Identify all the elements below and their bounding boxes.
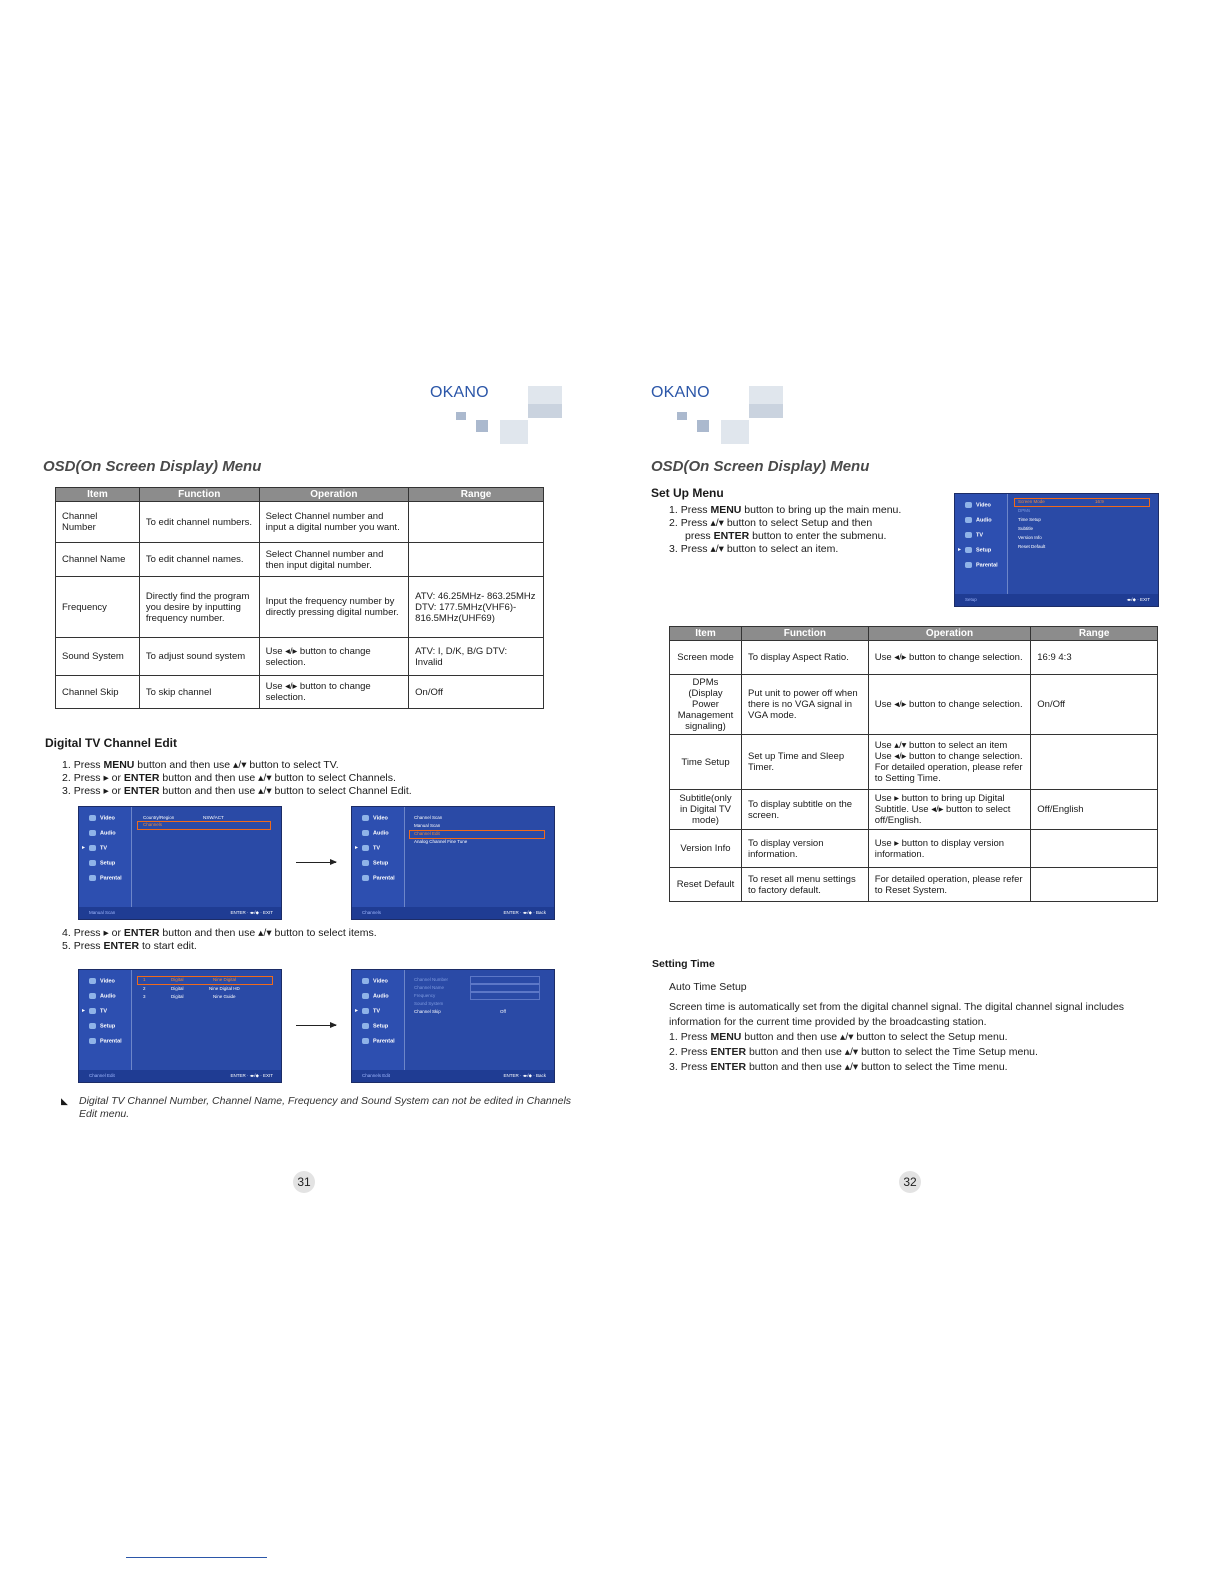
step-item: press ENTER button to enter the submenu. — [685, 530, 887, 542]
cell-range — [1031, 735, 1158, 790]
setup-icon — [89, 1023, 96, 1029]
setting-time-steps — [669, 1030, 1038, 1075]
steps-list-a — [62, 759, 412, 798]
cell-function: To reset all menu settings to factory default. — [741, 868, 868, 902]
parental-icon — [362, 875, 369, 881]
cell-operation: Use ▴/▾ button to select an item Use ◂/▸ button to change selection. For detailed operation, please refer to Setting Time. — [868, 735, 1031, 790]
table-row — [670, 675, 1158, 735]
audio-icon — [965, 517, 972, 523]
table-row — [670, 830, 1158, 868]
table-row — [56, 502, 544, 543]
page-title-left: OSD(On Screen Display) Menu — [43, 458, 262, 475]
cell-function: To edit channel names. — [139, 543, 259, 577]
audio-icon — [362, 993, 369, 999]
page-number-left: 31 — [293, 1171, 315, 1193]
section-heading-channel-edit: Digital TV Channel Edit — [45, 736, 178, 750]
cell-item: Channel Number — [56, 502, 140, 543]
arrow-right-icon — [296, 862, 336, 863]
note-marker-icon: ◣ — [61, 1096, 68, 1106]
cell-item: DPMs (Display Power Management signaling) — [670, 675, 742, 735]
step-item: 2. Press ENTER button and then use ▴/▾ button to select the Time Setup menu. — [669, 1046, 1038, 1058]
tv-icon — [362, 1008, 369, 1014]
cell-operation: Use ▸ button to display version information. — [868, 830, 1031, 868]
cell-function: Directly find the program you desire by inputting frequency number. — [139, 577, 259, 638]
note-text: Digital TV Channel Number, Channel Name, Frequency and Sound System can not be edited in Channels Edit menu. — [79, 1095, 572, 1120]
table-row — [670, 641, 1158, 675]
osd-screenshot-channel-list: Video Audio ▸ TV Setup Parental 1 Digital Nine Digital 2 Digital Nine Digital HD 3 Digital Nine Guide Channel Edit ENTER · ◂▸/◆ · EXIT — [78, 969, 282, 1083]
step-item: 2. Press ▴/▾ button to select Setup and then — [669, 517, 873, 529]
video-icon — [362, 815, 369, 821]
tv-icon — [965, 532, 972, 538]
table-row — [670, 735, 1158, 790]
table-row — [56, 577, 544, 638]
tv-icon — [362, 845, 369, 851]
setup-icon — [89, 860, 96, 866]
table-header-row — [56, 488, 544, 502]
step-item: 1. Press MENU button to bring up the main menu. — [669, 504, 902, 516]
parental-icon — [965, 562, 972, 568]
col-header-function: Function — [741, 627, 868, 641]
steps-list-b — [62, 927, 377, 953]
section-heading-setup: Set Up Menu — [651, 486, 724, 500]
tv-icon — [89, 1008, 96, 1014]
video-icon — [89, 978, 96, 984]
table-row — [56, 638, 544, 676]
col-header-function: Function — [139, 488, 259, 502]
video-icon — [362, 978, 369, 984]
table-row — [670, 790, 1158, 830]
cell-item: Subtitle(only in Digital TV mode) — [670, 790, 742, 830]
step-item: 1. Press MENU button and then use ▴/▾ button to select the Setup menu. — [669, 1031, 1008, 1043]
osd-screenshot-tv-menu: Video Audio ▸ TV Setup Parental Country/Region NSW/ACT Channels Manual Scan ENTER · ◂▸/◆ · EXIT — [78, 806, 282, 920]
step-item: 2. Press ▸ or ENTER button and then use ▴/▾ button to select Channels. — [62, 772, 396, 784]
cell-range: On/Off — [1031, 675, 1158, 735]
cell-operation: Use ▸ button to bring up Digital Subtitle. Use ◂/▸ button to select off/English. — [868, 790, 1031, 830]
cell-function: To display Aspect Ratio. — [741, 641, 868, 675]
table-row — [670, 868, 1158, 902]
cell-item: Version Info — [670, 830, 742, 868]
setup-table — [669, 626, 1158, 902]
osd-screenshot-channel-edit: Video Audio ▸ TV Setup Parental Channel Number Channel Name Frequency Sound System Channel Skip Off Channels Edit ENTER · ◂▸/◆ · Back — [351, 969, 555, 1083]
cell-range: Off/English — [1031, 790, 1158, 830]
cell-range — [1031, 830, 1158, 868]
table-header-row — [670, 627, 1158, 641]
cell-operation: Use ◂/▸ button to change selection. — [868, 641, 1031, 675]
step-item: 4. Press ▸ or ENTER button and then use ▴/▾ button to select items. — [62, 927, 377, 939]
brand-logo-left: OKANO — [430, 384, 489, 401]
step-item: 3. Press ENTER button and then use ▴/▾ button to select the Time menu. — [669, 1061, 1008, 1073]
tv-icon — [89, 845, 96, 851]
col-header-operation: Operation — [259, 488, 409, 502]
table-row — [56, 676, 544, 709]
cell-function: To adjust sound system — [139, 638, 259, 676]
cell-operation: For detailed operation, please refer to Reset System. — [868, 868, 1031, 902]
footer-rule — [126, 1557, 267, 1558]
cell-operation: Use ◂/▸ button to change selection. — [259, 638, 409, 676]
parental-icon — [89, 1038, 96, 1044]
cell-item: Sound System — [56, 638, 140, 676]
cell-function: Set up Time and Sleep Timer. — [741, 735, 868, 790]
cell-range: ATV: 46.25MHz- 863.25MHz DTV: 177.5MHz(VHF6)- 816.5MHz(UHF69) — [409, 577, 544, 638]
parental-icon — [89, 875, 96, 881]
cell-range — [1031, 868, 1158, 902]
cell-operation: Select Channel number and then input digital number. — [259, 543, 409, 577]
audio-icon — [362, 830, 369, 836]
cell-item: Reset Default — [670, 868, 742, 902]
osd-screenshot-channels-menu: Video Audio ▸ TV Setup Parental Channel Scan Manual Scan Channel Edit Analog Channel Fine Tune Channels ENTER · ◂▸/◆ · Back — [351, 806, 555, 920]
cell-range — [409, 502, 544, 543]
cell-range: 16:9 4:3 — [1031, 641, 1158, 675]
cell-range: On/Off — [409, 676, 544, 709]
cell-operation: Input the frequency number by directly pressing digital number. — [259, 577, 409, 638]
brand-logo-right: OKANO — [651, 384, 710, 401]
auto-time-paragraph: Screen time is automatically set from the digital channel signal. The digital channel signal includes information for the current time provided by the broadcasting station. — [669, 1001, 1125, 1028]
setup-icon — [362, 1023, 369, 1029]
cell-operation: Use ◂/▸ button to change selection. — [868, 675, 1031, 735]
cell-function: To edit channel numbers. — [139, 502, 259, 543]
cell-item: Frequency — [56, 577, 140, 638]
col-header-range: Range — [409, 488, 544, 502]
video-icon — [89, 815, 96, 821]
section-heading-setting-time: Setting Time — [652, 958, 715, 970]
cell-function: To skip channel — [139, 676, 259, 709]
setup-steps — [669, 504, 901, 556]
step-item: 1. Press MENU button and then use ▴/▾ button to select TV. — [62, 759, 339, 771]
cell-item: Screen mode — [670, 641, 742, 675]
cell-function: To display version information. — [741, 830, 868, 868]
table-row — [56, 543, 544, 577]
channel-edit-table — [55, 487, 544, 709]
audio-icon — [89, 993, 96, 999]
setup-icon — [362, 860, 369, 866]
col-header-item: Item — [56, 488, 140, 502]
audio-icon — [89, 830, 96, 836]
cell-item: Time Setup — [670, 735, 742, 790]
cell-range — [409, 543, 544, 577]
cell-item: Channel Name — [56, 543, 140, 577]
osd-screenshot-setup-menu: Video Audio TV ▸ Setup Parental Screen Mode 16:9 DPMs Time Setup Subtitle Version Info Reset Default Setup ◂▸/◆ · EXIT — [954, 493, 1159, 607]
arrow-right-icon — [296, 1025, 336, 1026]
step-item: 3. Press ▸ or ENTER button and then use ▴/▾ button to select Channel Edit. — [62, 785, 412, 797]
cell-operation: Use ◂/▸ button to change selection. — [259, 676, 409, 709]
video-icon — [965, 502, 972, 508]
subheading-auto-time-setup: Auto Time Setup — [669, 981, 747, 993]
col-header-range: Range — [1031, 627, 1158, 641]
cell-operation: Select Channel number and input a digital number you want. — [259, 502, 409, 543]
cell-range: ATV: I, D/K, B/G DTV: Invalid — [409, 638, 544, 676]
col-header-item: Item — [670, 627, 742, 641]
page-number-right: 32 — [899, 1171, 921, 1193]
cell-function: Put unit to power off when there is no VGA signal in VGA mode. — [741, 675, 868, 735]
page-title-right: OSD(On Screen Display) Menu — [651, 458, 870, 475]
setup-icon — [965, 547, 972, 553]
col-header-operation: Operation — [868, 627, 1031, 641]
cell-item: Channel Skip — [56, 676, 140, 709]
step-item: 5. Press ENTER to start edit. — [62, 940, 197, 952]
parental-icon — [362, 1038, 369, 1044]
step-item: 3. Press ▴/▾ button to select an item. — [669, 543, 839, 555]
cell-function: To display subtitle on the screen. — [741, 790, 868, 830]
